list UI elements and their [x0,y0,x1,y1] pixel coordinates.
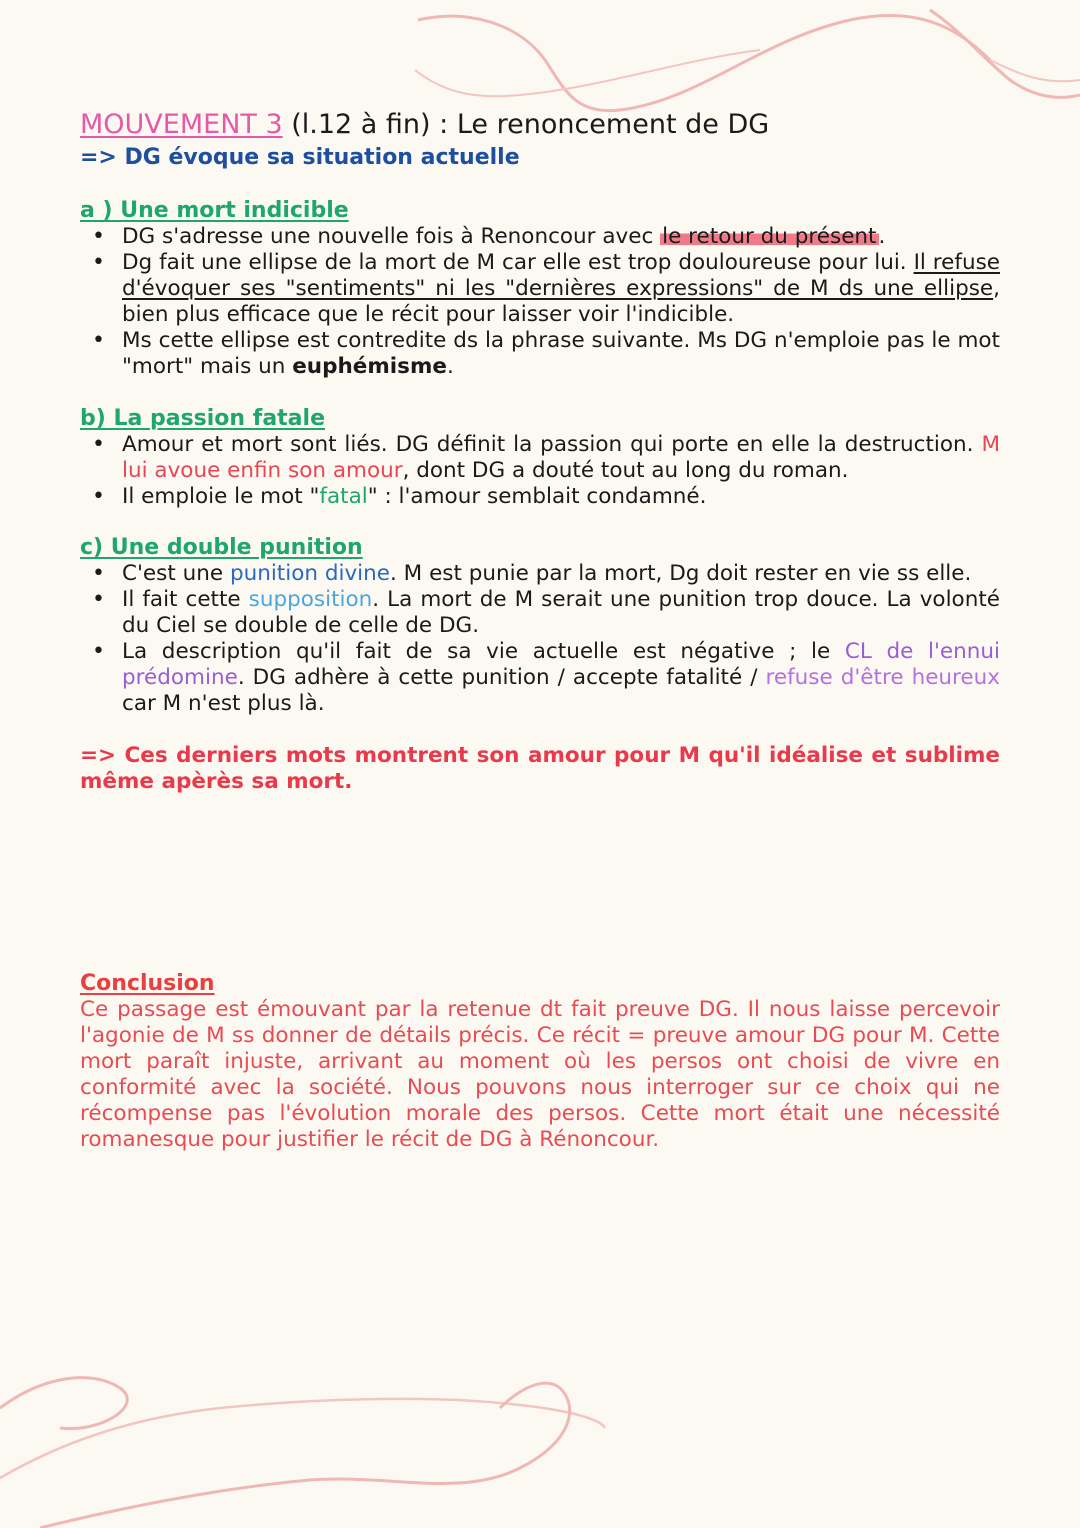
mouvement-label: MOUVEMENT 3 [80,109,283,140]
list-item [122,328,1000,380]
list-item [122,561,1000,587]
text: La description qu'il fait de sa vie actuelle est négative ; le [122,639,845,664]
list-item [122,224,1000,250]
text: , dont DG a douté tout au long du roman. [402,458,849,483]
text: " : l'amour semblait condamné. [367,484,707,509]
blue-text: punition divine [229,561,391,586]
closing-statement: => Ces derniers mots montrent son amour pour M qu'il idéalise et sublime même apèrès sa mort. [80,743,1000,794]
list-item [122,639,1000,717]
purple-text: CL de l'ennui prédomine [122,639,1001,690]
list-item [122,484,1000,510]
list-item [122,432,1000,484]
section-b-heading: b) La passion fatale [80,406,325,431]
underlined-text: Il refuse d'évoquer ses "sentiments" ni les "dernières expressions" de M ds une ellipse [122,250,1001,301]
text: , bien plus efficace que le récit pour laisser voir l'indicible. [122,276,1000,327]
subtitle: => DG évoque sa situation actuelle [80,145,520,170]
text: C'est une [122,561,230,586]
text: Il fait cette [122,587,249,612]
conclusion-section [80,970,1000,1153]
mouvement-3-notes [80,108,1000,795]
highlighted-text: le retour du présent [662,224,877,249]
list-item [122,587,1000,639]
conclusion-body: Ce passage est émouvant par la retenue dt fait preuve DG. Il nous laisse percevoir l'agonie de M ss donner de détails précis. Ce récit = preuve amour DG pour M. Cette mort paraît injuste, arrivant au moment où les persos ont choisi de vivre en conformité avec la société. Nous pouvons nous interroger sur ce choix qui ne récompense pas l'évolution morale des persos. Cette mort était une nécessité romanesque pour justifier le récit de DG à Rénoncour. [80,997,1000,1152]
section-c-list [80,561,1000,717]
section-a [80,197,1000,380]
text: Ms cette ellipse est contredite ds la phrase suivante. Ms DG n'emploie pas le mot "mort" mais un [122,328,1000,379]
text: . DG adhère à cette punition / accepte fatalité / [237,665,766,690]
section-a-list [80,224,1000,380]
section-b-list [80,432,1000,510]
light-blue-text: supposition [248,587,373,612]
section-a-heading: a ) Une mort indicible [80,198,349,223]
text: . [878,224,886,249]
text: car M n'est plus là. [122,691,325,716]
text: . La mort de M serait une punition trop douce. La volonté du Ciel se double de celle de DG. [122,587,1000,638]
bold-text: euphémisme [292,354,447,379]
bottom-swirl-decoration [0,1348,700,1528]
section-b [80,405,1000,510]
page-title [80,108,1000,142]
text: Dg fait une ellipse de la mort de M car elle est trop douloureuse pour lui. [122,250,914,275]
text: Amour et mort sont liés. DG définit la passion qui porte en elle la destruction. [122,432,982,457]
text: . M est punie par la mort, Dg doit rester en vie ss elle. [390,561,972,586]
text: Il emploie le mot " [122,484,320,509]
mouvement-title-rest: (l.12 à fin) : Le renoncement de DG [282,109,770,140]
conclusion-heading: Conclusion [80,971,215,996]
section-c [80,534,1000,717]
list-item [122,250,1000,328]
text: . [446,354,454,379]
text: DG s'adresse une nouvelle fois à Renoncour avec [122,224,661,249]
section-c-heading: c) Une double punition [80,535,363,560]
green-text: fatal [319,484,368,509]
light-purple-text: refuse d'être heureux [765,665,1000,690]
red-text: M lui avoue enfin son amour [122,432,1000,483]
